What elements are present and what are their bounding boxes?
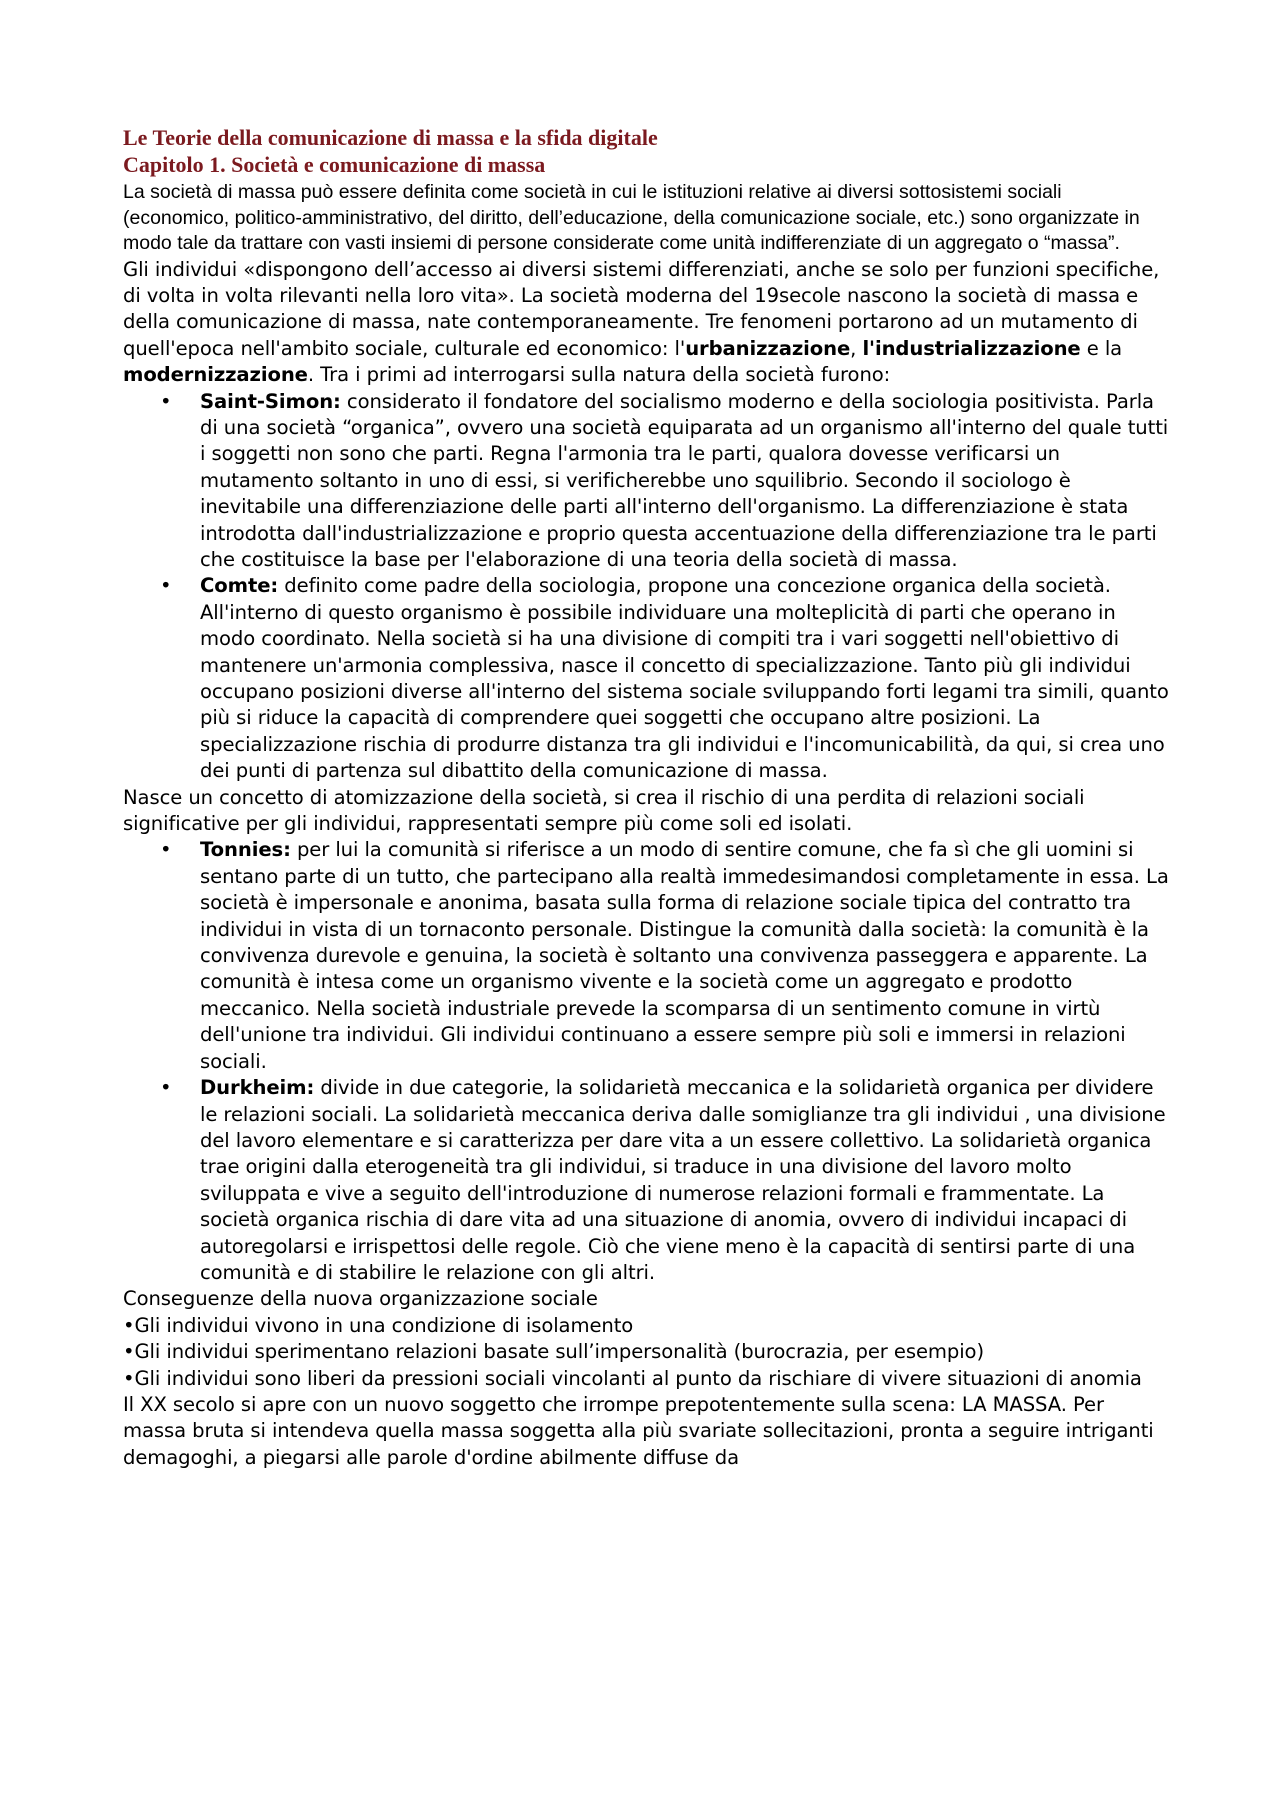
bullet-list-thinkers-a: [123, 389, 1173, 785]
paragraph-text: . Tra i primi ad interrogarsi sulla natura della società furono:: [307, 363, 891, 387]
list-item-comte: [160, 573, 1173, 784]
list-item-durkheim: [160, 1075, 1173, 1286]
consequence-item: •Gli individui sperimentano relazioni basate sull’impersonalità (burocrazia, per esempio): [123, 1340, 984, 1364]
list-item-term: Durkheim:: [200, 1076, 315, 1100]
chapter-heading: Capitolo 1. Società e comunicazione di massa: [123, 152, 546, 177]
paragraph-text: ,: [850, 336, 863, 360]
list-item-term: Saint-Simon:: [200, 389, 341, 413]
bullet-icon: •: [160, 389, 172, 413]
bullet-icon: •: [160, 574, 172, 598]
document-title: Le Teorie della comunicazione di massa e la sfida digitale: [123, 125, 658, 150]
bullet-list-thinkers-b: [123, 837, 1173, 1286]
paragraph-atomizzazione: Nasce un concetto di atomizzazione della società, si crea il rischio di una perdita di relazioni sociali significative per gli individui, rappresentati sempre più come soli ed isolati.: [123, 785, 1085, 836]
bullet-icon: •: [160, 838, 172, 862]
intro-paragraph: La società di massa può essere definita come società in cui le istituzioni relative ai diversi sottosistemi sociali (economico, politico-amministrativo, del diritto, dell’educazione, della comunicazione sociale, etc.) sono organizzate in modo tale da trattare con vasti insiemi di persone considerate come unità indifferenziate di un aggregato o “massa”.: [123, 181, 1140, 254]
consequences-heading: Conseguenze della nuova organizzazione sociale: [123, 1287, 598, 1311]
list-item-text: divide in due categorie, la solidarietà meccanica e la solidarietà organica per dividere le relazioni sociali. La solidarietà meccanica deriva dalle somiglianze tra gli individui , una divisione del lavoro elementare e si caratterizza per dare vita a un essere collettivo. La solidarietà organica trae origini dalla eterogeneità tra gli individui, si traduce in una divisione del lavoro molto sviluppata e vive a seguito dell'introduzione di numerose relazioni formali e frammentate. La società organica rischia di dare vita ad una situazione di anomia, ovvero di individui incapaci di autoregolarsi e irrispettosi delle regole. Ciò che viene meno è la capacità di sentirsi parte di una comunità e di stabilire le relazione con gli altri.: [200, 1076, 1166, 1284]
paragraph-text: Gli individui «dispongono dell’accesso ai diversi sistemi differenziati, anche se solo per funzioni specifiche, di volta in volta rilevanti nella loro vita». La società moderna del 19secole nascono la società di massa e della comunicazione di massa, nate contemporaneamente. Tre fenomeni portarono ad un mutamento di quell'epoca nell'ambito sociale, culturale ed economico: l': [123, 257, 1160, 360]
bold-term-industrializzazione: l'industrializzazione: [862, 336, 1081, 360]
list-item-text: per lui la comunità si riferisce a un modo di sentire comune, che fa sì che gli uomini si sentano parte di un tutto, che partecipano alla realtà immedesimandosi completamente in essa. La società è impersonale e anonima, basata sulla forma di relazione sociale tipica del contratto tra individui in vista di un tornaconto personale. Distingue la comunità dalla società: la comunità è la convivenza durevole e genuina, la società è soltanto una convivenza passeggera e apparente. La comunità è intesa come un organismo vivente e la società come un aggregato e prodotto meccanico. Nella società industriale prevede la scomparsa di un sentimento comune in virtù dell'unione tra individui. Gli individui continuano a essere sempre più soli e immersi in relazioni sociali.: [200, 838, 1169, 1073]
document-page: [123, 124, 1173, 1471]
bold-term-urbanizzazione: urbanizzazione: [685, 336, 851, 360]
consequence-item: •Gli individui sono liberi da pressioni sociali vincolanti al punto da rischiare di vivere situazioni di anomia: [123, 1366, 1142, 1390]
list-item-tonnies: [160, 837, 1173, 1075]
list-item-saint-simon: [160, 389, 1173, 574]
bold-term-modernizzazione: modernizzazione: [123, 363, 308, 387]
list-item-text: definito come padre della sociologia, propone una concezione organica della società. All'interno di questo organismo è possibile individuare una molteplicità di parti che operano in modo coordinato. Nella società si ha una divisione di compiti tra i vari soggetti nell'obiettivo di mantenere un'armonia complessiva, nasce il concetto di specializzazione. Tanto più gli individui occupano posizioni diverse all'interno del sistema sociale sviluppando forti legami tra simili, quanto più si riduce la capacità di comprendere quei soggetti che occupano altre posizioni. La specializzazione rischia di produrre distanza tra gli individui e l'incomunicabilità, da qui, si crea uno dei punti di partenza sul dibattito della comunicazione di massa.: [200, 574, 1169, 783]
list-item-term: Comte:: [200, 574, 279, 598]
list-item-term: Tonnies:: [200, 838, 291, 862]
paragraph-text: e la: [1080, 336, 1123, 360]
list-item-text: considerato il fondatore del socialismo moderno e della sociologia positivista. Parla di una società “organica”, ovvero una società equiparata ad un organismo all'interno del quale tutti i soggetti non sono che parti. Regna l'armonia tra le parti, qualora dovesse verificarsi un mutamento soltanto in uno di essi, si verificherebbe uno squilibrio. Secondo il sociologo è inevitabile una differenziazione delle parti all'interno dell'organismo. La differenziazione è stata introdotta dall'industrializzazione e proprio questa accentuazione della differenziazione tra le parti che costituisce la base per l'elaborazione di una teoria della società di massa.: [200, 389, 1169, 571]
paragraph-individui: [123, 257, 1173, 389]
consequence-item: •Gli individui vivono in una condizione di isolamento: [123, 1313, 634, 1337]
closing-paragraph: Il XX secolo si apre con un nuovo soggetto che irrompe prepotentemente sulla scena: LA MASSA. Per massa bruta si intendeva quella massa soggetta alla più svariate sollecitazioni, pronta a seguire intriganti demagoghi, a piegarsi alle parole d'ordine abilmente diffuse da: [123, 1392, 1154, 1469]
bullet-icon: •: [160, 1076, 172, 1100]
